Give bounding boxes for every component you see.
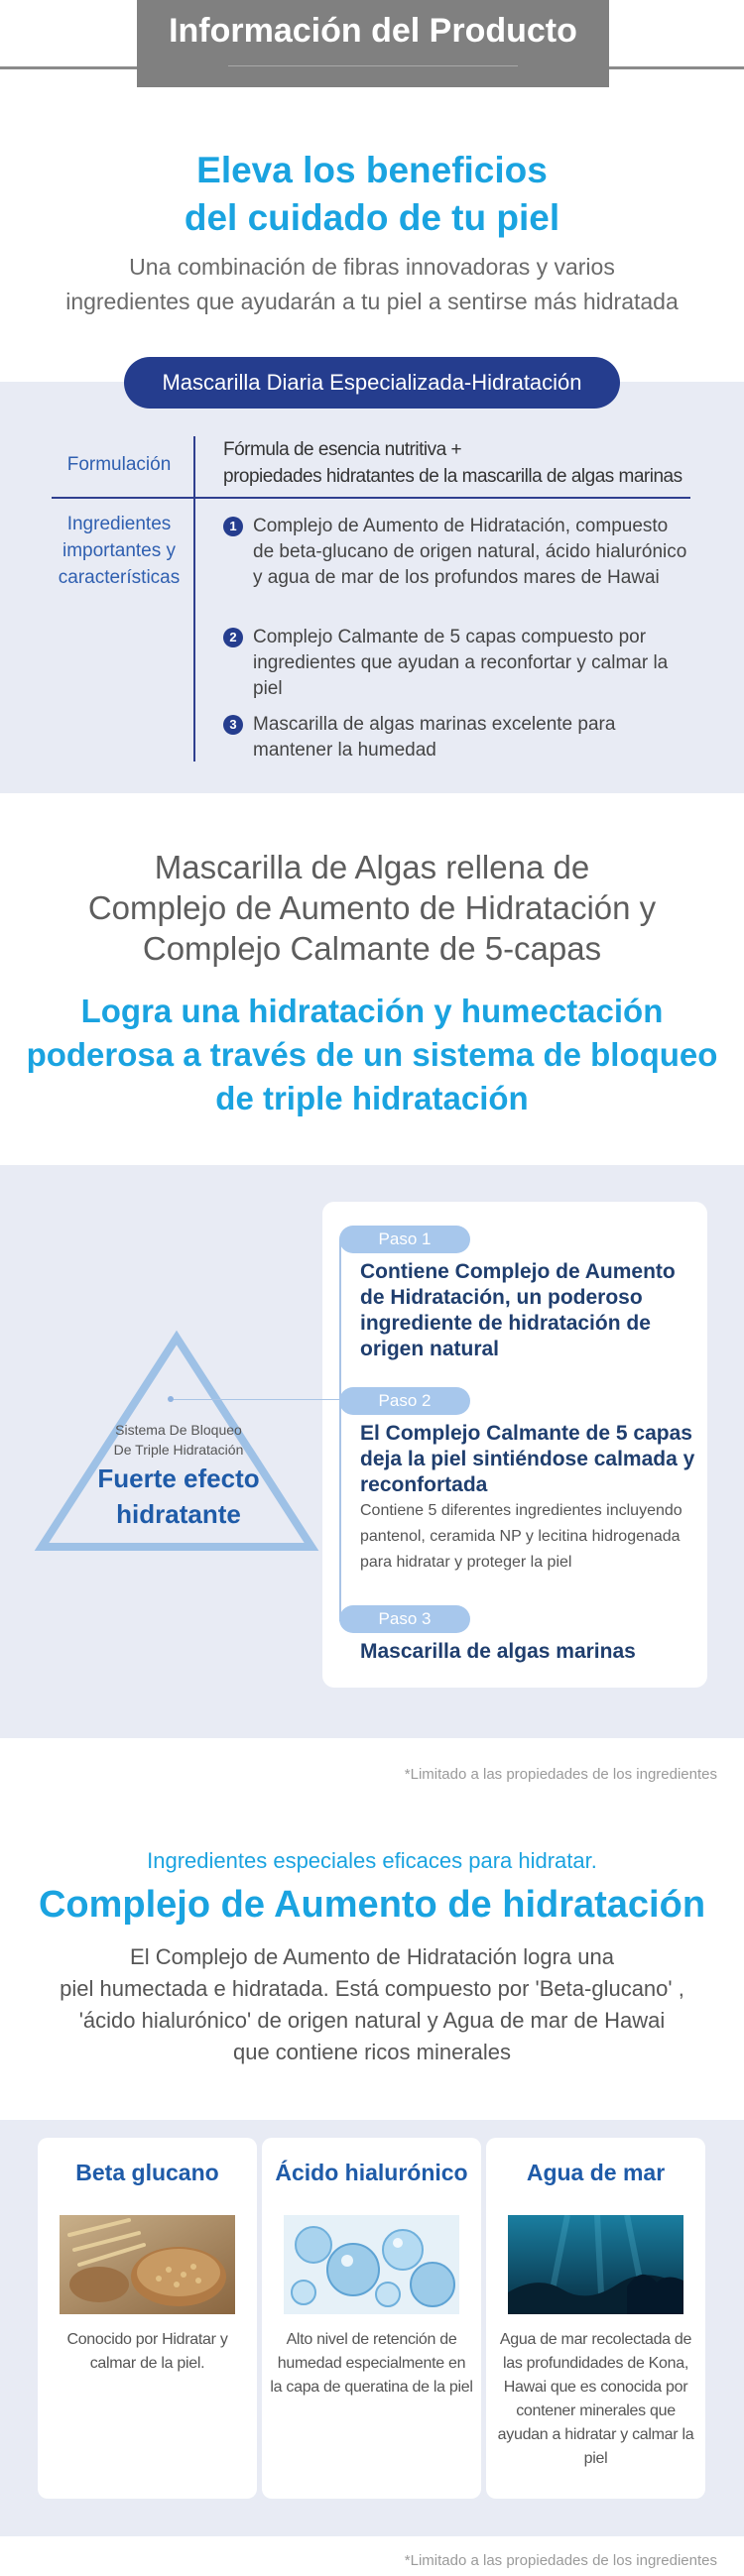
feature-number-badge: 1 xyxy=(223,517,243,536)
formulation-label: Formulación xyxy=(66,454,172,475)
feature-text: Complejo de Aumento de Hidratación, compuesto de beta-glucano de origen natural, ácido hialurónico y agua de mar de los profundos mares de Hawai xyxy=(253,516,687,588)
header xyxy=(0,0,744,89)
bubbles-image xyxy=(284,2215,459,2314)
product-name-pill: Mascarilla Diaria Especializada-Hidratación xyxy=(124,357,620,409)
step-label-1: Paso 1 xyxy=(339,1226,470,1253)
card-description: Alto nivel de retención de humedad especialmente en la capa de queratina de la piel xyxy=(270,2331,473,2396)
hydration-complex-heading: Complejo de Aumento de hidratación xyxy=(38,1884,706,1926)
step-label-2: Paso 2 xyxy=(339,1387,470,1415)
label-line: Sistema De Bloqueo xyxy=(115,1422,242,1438)
label-line: Fuerte efecto xyxy=(97,1464,260,1493)
ingredients-disclaimer: *Limitado a las propiedades de los ingredientes xyxy=(404,1766,717,1783)
ingredients-disclaimer: *Limitado a las propiedades de los ingredientes xyxy=(404,2552,717,2569)
card-title: Agua de mar xyxy=(526,2160,666,2185)
label-line: De Triple Hidratación xyxy=(113,1442,244,1458)
feature-item xyxy=(223,625,689,702)
page-title: Información del Producto xyxy=(169,12,577,50)
ingredient-card-seawater xyxy=(486,2138,705,2499)
title-line: Complejo Calmante de 5-capas xyxy=(142,930,602,967)
feature-item xyxy=(223,712,689,763)
label-line: importantes y xyxy=(62,540,177,561)
step-label-3: Paso 3 xyxy=(339,1605,470,1633)
header-title-box xyxy=(137,0,609,87)
formulation-line: Fórmula de esencia nutritiva + xyxy=(223,439,462,460)
description-line: piel humectada e hidratada. Está compuesto por 'Beta-glucano' , xyxy=(60,1976,684,2001)
step-title-3: Mascarilla de algas marinas xyxy=(360,1640,636,1663)
heading-line: Logra una hidratación y humectación xyxy=(80,993,664,1029)
formulation-value xyxy=(223,436,699,490)
heading-line: de triple hidratación xyxy=(215,1080,529,1116)
triple-hydration-heading xyxy=(0,990,744,1120)
steps-connector-line xyxy=(339,1239,341,1621)
label-line: características xyxy=(58,567,181,588)
feature-text: Mascarilla de algas marinas excelente para mantener la humedad xyxy=(253,714,616,761)
spec-divider-horizontal xyxy=(52,497,690,499)
step-title-1: Contiene Complejo de Aumento de Hidratación, un poderoso ingrediente de hidratación de origen natural xyxy=(360,1260,676,1360)
formulation-line: propiedades hidratantes de la mascarilla de algas marinas xyxy=(223,466,682,487)
feature-text: Complejo Calmante de 5 capas compuesto por ingredientes que ayudan a reconfortar y calmar la piel xyxy=(253,627,669,699)
title-line: Complejo de Aumento de Hidratación y xyxy=(87,889,657,926)
description-line: ingredientes que ayudarán a tu piel a sentirse más hidratada xyxy=(65,289,679,314)
ingredients-label xyxy=(45,511,193,591)
card-description: Conocido por Hidratar y calmar de la piel. xyxy=(66,2331,228,2372)
spec-divider-vertical xyxy=(193,436,195,761)
feature-number-badge: 2 xyxy=(223,628,243,647)
triangle-big-label xyxy=(69,1461,288,1532)
underwater-image xyxy=(508,2215,683,2314)
card-title: Ácido hialurónico xyxy=(275,2160,468,2185)
title-underline xyxy=(228,65,518,66)
ingredient-card-hyaluronic xyxy=(262,2138,481,2499)
step-title-2: El Complejo Calmante de 5 capas deja la piel sintiéndose calmada y reconfortada xyxy=(360,1422,695,1496)
ingredient-card-beta-glucan xyxy=(38,2138,257,2499)
hydration-complex-description xyxy=(0,1941,744,2068)
description-line: Una combinación de fibras innovadoras y varios xyxy=(129,254,615,280)
seaweed-mask-title xyxy=(0,847,744,969)
feature-number-badge: 3 xyxy=(223,715,243,735)
grain-image xyxy=(60,2215,235,2314)
heading-line: del cuidado de tu piel xyxy=(184,197,560,238)
card-description: Agua de mar recolectada de las profundidades de Kona, Hawai que es conocida por contener minerales que ayudan a hidratar y calmar la piel xyxy=(497,2331,694,2467)
label-line: hidratante xyxy=(116,1499,241,1529)
triangle-small-label xyxy=(79,1420,278,1460)
description-line: que contiene ricos minerales xyxy=(232,2040,512,2064)
step-desc-2: Contiene 5 diferentes ingredientes incluyendo pantenol, ceramida NP y lecitina hidrogenada para hidratar y proteger la piel xyxy=(360,1502,682,1571)
title-line: Mascarilla de Algas rellena de xyxy=(154,849,590,885)
description-line: El Complejo de Aumento de Hidratación logra una xyxy=(130,1944,614,1969)
connector-dot xyxy=(168,1396,174,1402)
benefits-description xyxy=(0,250,744,319)
benefits-heading xyxy=(0,147,744,242)
triangle-connector-line xyxy=(171,1399,344,1400)
heading-line: Eleva los beneficios xyxy=(196,150,548,190)
feature-item xyxy=(223,514,689,591)
heading-line: poderosa a través de un sistema de bloqueo xyxy=(26,1036,718,1073)
label-line: Ingredientes xyxy=(66,514,172,534)
description-line: 'ácido hialurónico' de origen natural y Agua de mar de Hawai xyxy=(78,2008,666,2033)
card-title: Beta glucano xyxy=(75,2160,219,2185)
hydration-subheading: Ingredientes especiales eficaces para hidratar. xyxy=(147,1848,597,1873)
